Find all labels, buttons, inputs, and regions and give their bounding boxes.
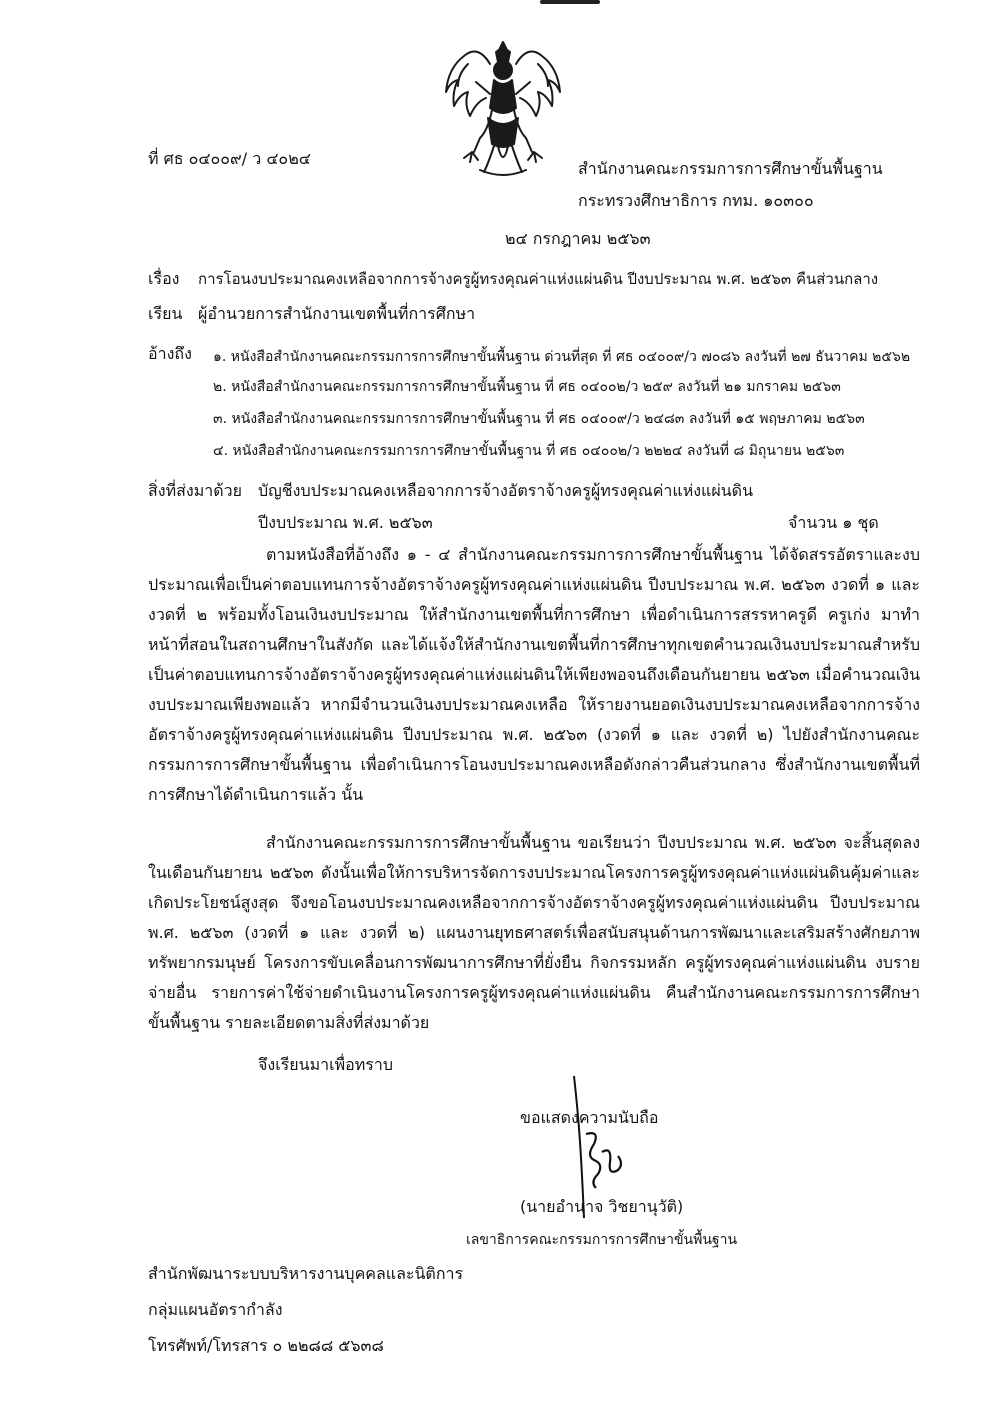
recipient-text: ผู้อำนวยการสำนักงานเขตพื้นที่การศึกษา bbox=[198, 304, 476, 323]
enclosure-line-2: ปีงบประมาณ พ.ศ. ๒๕๖๓ bbox=[258, 513, 433, 532]
subject-label: เรื่อง bbox=[148, 269, 180, 288]
signatory-position: เลขาธิการคณะกรรมการการศึกษาขั้นพื้นฐาน bbox=[466, 1232, 738, 1248]
reference-item: ๑. หนังสือสำนักงานคณะกรรมการการศึกษาขั้นพื้นฐาน ด่วนที่สุด ที่ ศธ ๐๔๐๐๙/ว ๗๐๘๖ ลงวันที่ ๒๗ ธันวาคม ๒๕๖๒ bbox=[213, 349, 911, 365]
garuda-emblem-icon bbox=[428, 34, 578, 184]
footer-phone: โทรศัพท์/โทรสาร ๐ ๒๒๘๘ ๕๖๓๘ bbox=[148, 1336, 384, 1355]
issuing-agency: สำนักงานคณะกรรมการการศึกษาขั้นพื้นฐาน bbox=[578, 159, 883, 178]
agency-address: กระทรวงศึกษาธิการ กทม. ๑๐๓๐๐ bbox=[578, 191, 814, 210]
reference-item: ๒. หนังสือสำนักงานคณะกรรมการการศึกษาขั้นพื้นฐาน ที่ ศธ ๐๔๐๐๒/ว ๒๕๙ ลงวันที่ ๒๑ มกราคม ๒๕๖๓ bbox=[213, 379, 841, 395]
reference-item: ๔. หนังสือสำนักงานคณะกรรมการการศึกษาขั้นพื้นฐาน ที่ ศธ ๐๔๐๐๒/ว ๒๒๒๔ ลงวันที่ ๘ มิถุนายน ๒๕๖๓ bbox=[213, 443, 845, 459]
signatory-name: (นายอำนาจ วิชยานุวัติ) bbox=[520, 1197, 684, 1216]
paragraph-1-text: ตามหนังสือที่อ้างถึง ๑ - ๔ สำนักงานคณะกรรมการการศึกษาขั้นพื้นฐาน ได้จัดสรรอัตราและงบประมาณเพื่อเป็นค่าตอบแทนการจ้างอัตราจ้างครูผู้ทรงคุณค่าแห่งแผ่นดิน ปีงบประมาณ พ.ศ. ๒๕๖๓ งวดที่ ๑ และ งวดที่ ๒ พร้อมทั้งโอนเงินงบประมาณ ให้สำนักงานเขตพื้นที่การศึกษา เพื่อดำเนินการสรรหาครูดี ครูเก่ง มาทำหน้าที่สอนในสถานศึกษาในสังกัด และได้แจ้งให้สำนักงานเขตพื้นที่การศึกษาทุกเขตคำนวณเงินงบประมาณสำหรับเป็นค่าตอบแทนการจ้างอัตราจ้างครูผู้ทรงคุณค่าแห่งแผ่นดินให้เพียงพอจนถึงเดือนกันยายน ๒๕๖๓ เมื่อคำนวณเงินงบประมาณเพียงพอแล้ว หากมีจำนวนเงินงบประมาณคงเหลือ ให้รายงานยอดเงินงบประมาณคงเหลือจากการจ้างอัตราจ้างครูผู้ทรงคุณค่าแห่งแผ่นดิน ปีงบประมาณ พ.ศ. ๒๕๖๓ (งวดที่ ๑ และ งวดที่ ๒) ไปยังสำนักงานคณะกรรมการการศึกษาขั้นพื้นฐาน เพื่อดำเนินการโอนงบประมาณคงเหลือดังกล่าวคืนส่วนกลาง ซึ่งสำนักงานเขตพื้นที่การศึกษาได้ดำเนินการแล้ว นั้น bbox=[148, 545, 920, 804]
body-paragraph-1 bbox=[148, 540, 920, 810]
reference-item: ๓. หนังสือสำนักงานคณะกรรมการการศึกษาขั้นพื้นฐาน ที่ ศธ ๐๔๐๐๙/ว ๒๔๘๓ ลงวันที่ ๑๕ พฤษภาคม ๒๕๖๓ bbox=[213, 411, 865, 427]
footer-group: กลุ่มแผนอัตรากำลัง bbox=[148, 1300, 283, 1319]
enclosure-line-1: บัญชีงบประมาณคงเหลือจากการจ้างอัตราจ้างครูผู้ทรงคุณค่าแห่งแผ่นดิน bbox=[258, 481, 753, 500]
paragraph-2-text: สำนักงานคณะกรรมการการศึกษาขั้นพื้นฐาน ขอเรียนว่า ปีงบประมาณ พ.ศ. ๒๕๖๓ จะสิ้นสุดลงในเดือนกันยายน ๒๕๖๓ ดังนั้นเพื่อให้การบริหารจัดการงบประมาณโครงการครูผู้ทรงคุณค่าแห่งแผ่นดินคุ้มค่าและเกิดประโยชน์สูงสุด จึงขอโอนงบประมาณคงเหลือจากการจ้างอัตราจ้างครูผู้ทรงคุณค่าแห่งแผ่นดิน ปีงบประมาณ พ.ศ. ๒๕๖๓ (งวดที่ ๑ และ งวดที่ ๒) แผนงานยุทธศาสตร์เพื่อสนับสนุนด้านการพัฒนาและเสริมสร้างศักยภาพทรัพยากรมนุษย์ โครงการขับเคลื่อนการพัฒนาการศึกษาที่ยั่งยืน กิจกรรมหลัก ครูผู้ทรงคุณค่าแห่งแผ่นดิน งบรายจ่ายอื่น รายการค่าใช้จ่ายดำเนินงานโครงการครูผู้ทรงคุณค่าแห่งแผ่นดิน คืนสำนักงานคณะกรรมการการศึกษาขั้นพื้นฐาน รายละเอียดตามสิ่งที่ส่งมาด้วย bbox=[148, 833, 920, 1032]
footer-office: สำนักพัฒนาระบบบริหารงานบุคคลและนิติการ bbox=[148, 1264, 464, 1283]
signature-salutation: ขอแสดงความนับถือ bbox=[520, 1108, 659, 1127]
scan-mark bbox=[540, 0, 600, 4]
subject-text: การโอนงบประมาณคงเหลือจากการจ้างครูผู้ทรงคุณค่าแห่งแผ่นดิน ปีงบประมาณ พ.ศ. ๒๕๖๓ คืนส่วนกลาง bbox=[198, 270, 879, 288]
enclosure-quantity: จำนวน ๑ ชุด bbox=[788, 513, 879, 532]
body-paragraph-2 bbox=[148, 828, 920, 1038]
closing-phrase: จึงเรียนมาเพื่อทราบ bbox=[258, 1055, 393, 1074]
document-number: ที่ ศธ ๐๔๐๐๙/ ว ๔๐๒๔ bbox=[148, 149, 311, 168]
letter-date: ๒๔ กรกฎาคม ๒๕๖๓ bbox=[505, 229, 651, 248]
references-label: อ้างถึง bbox=[148, 344, 192, 363]
enclosure-label: สิ่งที่ส่งมาด้วย bbox=[148, 481, 242, 500]
recipient-label: เรียน bbox=[148, 304, 183, 323]
